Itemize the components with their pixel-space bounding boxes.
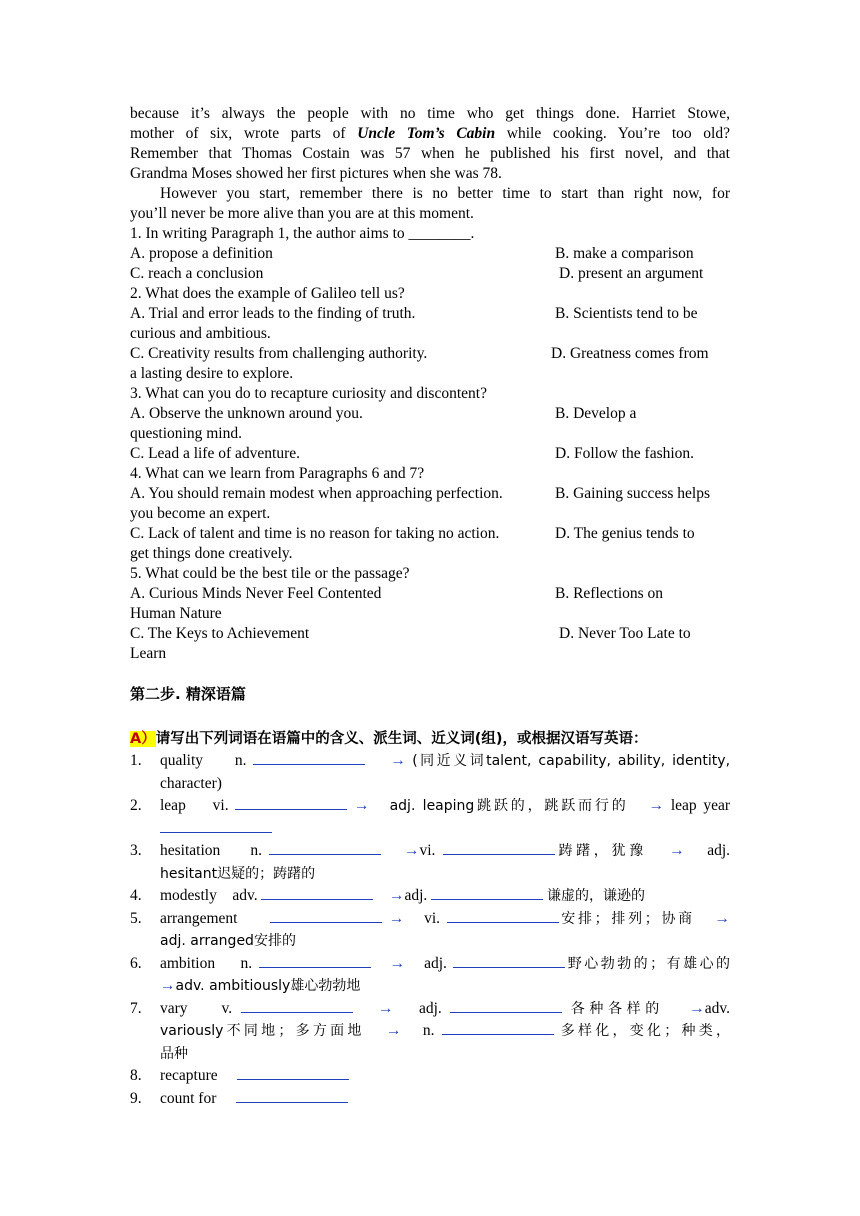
passage-line bbox=[130, 124, 730, 144]
vocab-item bbox=[130, 885, 730, 908]
option-a: A. Curious Minds Never Feel Contented bbox=[130, 585, 382, 602]
item-number: 1. bbox=[130, 752, 142, 769]
option-d: D. Follow the fashion. bbox=[555, 445, 695, 462]
option-c: C. Lack of talent and time is no reason for taking no action. bbox=[130, 525, 500, 542]
option-wrap: curious and ambitious. bbox=[130, 325, 271, 342]
step-heading: 第二步. 精深语篇 bbox=[130, 685, 246, 703]
pos: n. bbox=[240, 954, 253, 972]
derivative: adj. leaping跳跃的，跳跃而行的 bbox=[389, 798, 629, 814]
item-number: 5. bbox=[130, 909, 142, 927]
option-c: C. reach a conclusion bbox=[130, 265, 264, 282]
answer-blank[interactable] bbox=[236, 1088, 348, 1103]
item-number: 4. bbox=[130, 887, 142, 904]
answer-blank[interactable] bbox=[253, 750, 365, 765]
answer-blank[interactable] bbox=[235, 795, 347, 810]
item-number: 7. bbox=[130, 999, 142, 1017]
pos: adj. bbox=[424, 954, 447, 972]
arrow-icon: → bbox=[378, 999, 394, 1017]
meaning: 安排；排列；协商 bbox=[558, 910, 695, 927]
answer-blank[interactable] bbox=[269, 840, 381, 855]
option-c: C. Creativity results from challenging authority. bbox=[130, 345, 428, 362]
vocab-item bbox=[130, 908, 730, 931]
passage-line: Grandma Moses showed her first pictures when she was 78. bbox=[130, 165, 502, 182]
option-row bbox=[130, 344, 730, 364]
answer-blank[interactable] bbox=[241, 998, 353, 1013]
vocab-item-cont bbox=[130, 863, 730, 886]
arrow-icon: → bbox=[388, 887, 405, 904]
vocab-item-cont bbox=[130, 1043, 730, 1066]
vocab-item bbox=[130, 953, 730, 976]
vocab-item bbox=[130, 750, 730, 773]
question-stem: 1. In writing Paragraph 1, the author aims to ________. bbox=[130, 225, 475, 242]
option-row bbox=[130, 244, 730, 264]
pos: adv. bbox=[704, 999, 731, 1017]
answer-blank[interactable] bbox=[261, 885, 373, 900]
meaning: 野心勃勃的；有雄心的 bbox=[565, 955, 731, 972]
pos: adj. bbox=[419, 999, 442, 1017]
answer-blank[interactable] bbox=[450, 998, 562, 1013]
pos: adj. bbox=[707, 842, 731, 859]
option-d: D. present an argument bbox=[559, 265, 704, 282]
vocab-item-cont bbox=[130, 930, 730, 953]
synonyms: (同近义词talent, capability, ability, identity, bbox=[412, 753, 731, 769]
passage-line: However you start, remember there is no better time to start than right now, for bbox=[160, 185, 730, 202]
word: leap bbox=[160, 797, 186, 814]
vocab-item bbox=[130, 795, 730, 818]
option-d: D. Greatness comes from bbox=[551, 345, 709, 362]
option-wrap: Learn bbox=[130, 645, 167, 662]
passage-line: you’ll never be more alive than you are at this moment. bbox=[130, 205, 474, 222]
pos: adv. bbox=[232, 887, 258, 904]
arrow-icon: → bbox=[403, 842, 420, 859]
option-wrap: questioning mind. bbox=[130, 425, 242, 442]
derivative: hesitant迟疑的；踌躇的 bbox=[160, 865, 316, 882]
option-d: D. Never Too Late to bbox=[559, 625, 691, 642]
derivative: adj. arranged安排的 bbox=[160, 933, 296, 949]
vocab-item bbox=[130, 1088, 730, 1111]
arrow-icon: → bbox=[648, 797, 665, 814]
pos: n. bbox=[250, 842, 262, 859]
option-a: A. propose a definition bbox=[130, 245, 273, 262]
word: recapture bbox=[160, 1067, 218, 1084]
derivative: leap year bbox=[670, 797, 731, 814]
meaning: 谦虚的，谦逊的 bbox=[547, 888, 646, 904]
arrow-icon: → bbox=[689, 999, 705, 1017]
vocab-item-cont bbox=[130, 818, 730, 841]
vocab-item bbox=[130, 1065, 730, 1088]
vocab-item bbox=[130, 840, 730, 863]
answer-blank[interactable] bbox=[259, 953, 371, 968]
pos: v. bbox=[221, 999, 233, 1017]
meaning: 多样化，变化；种类， bbox=[560, 1023, 731, 1039]
item-number: 9. bbox=[130, 1089, 142, 1107]
arrow-icon: → bbox=[160, 977, 176, 994]
arrow-icon: → bbox=[389, 954, 406, 972]
question-stem: 5. What could be the best tile or the passage? bbox=[130, 565, 410, 582]
option-b: B. Gaining success helps bbox=[555, 485, 710, 502]
question-stem: 4. What can we learn from Paragraphs 6 and 7? bbox=[130, 465, 425, 482]
word: ambition bbox=[160, 954, 216, 972]
document-page bbox=[130, 104, 730, 1110]
meaning: 各种各样的 bbox=[570, 1000, 664, 1017]
arrow-icon: → bbox=[386, 1022, 402, 1039]
pos: vi. bbox=[424, 909, 441, 927]
option-wrap: get things done creatively. bbox=[130, 545, 293, 562]
passage-line: because it’s always the people with no time who get things done. Harriet Stowe, bbox=[130, 105, 730, 122]
arrow-icon: → bbox=[390, 752, 406, 769]
answer-blank[interactable] bbox=[442, 1020, 554, 1035]
answer-blank[interactable] bbox=[443, 840, 555, 855]
word: modestly bbox=[160, 887, 217, 904]
option-row bbox=[130, 524, 730, 544]
question-stem: 3. What can you do to recapture curiosity and discontent? bbox=[130, 385, 487, 402]
option-a: A. Trial and error leads to the finding of truth. bbox=[130, 305, 416, 322]
answer-blank[interactable] bbox=[431, 885, 543, 900]
vocab-item-cont bbox=[130, 975, 730, 998]
option-row bbox=[130, 404, 730, 424]
option-row bbox=[130, 584, 730, 604]
pos: vi. bbox=[419, 842, 436, 859]
question-stem: 2. What does the example of Galileo tell us? bbox=[130, 285, 405, 302]
option-a: A. You should remain modest when approaching perfection. bbox=[130, 485, 503, 502]
answer-blank[interactable] bbox=[447, 908, 559, 923]
arrow-icon: → bbox=[353, 797, 370, 814]
section-a-label: A） bbox=[130, 731, 156, 747]
word: vary bbox=[160, 999, 188, 1017]
word: hesitation bbox=[160, 842, 221, 859]
answer-blank[interactable] bbox=[270, 908, 382, 923]
section-a-instruction: 请写出下列词语在语篇中的含义、派生词、近义词(组)，或根据汉语写英语： bbox=[155, 731, 648, 747]
answer-blank[interactable] bbox=[237, 1065, 349, 1080]
option-row bbox=[130, 304, 730, 324]
pos: adj. bbox=[404, 887, 428, 904]
option-c: C. Lead a life of adventure. bbox=[130, 445, 300, 462]
vocab-item-cont bbox=[130, 1020, 730, 1043]
option-a: A. Observe the unknown around you. bbox=[130, 405, 363, 422]
option-row bbox=[130, 264, 730, 284]
passage-line: Remember that Thomas Costain was 57 when he published his first novel, and that bbox=[130, 145, 730, 162]
item-number: 6. bbox=[130, 954, 142, 972]
option-b: B. Scientists tend to be bbox=[555, 305, 698, 322]
option-wrap: a lasting desire to explore. bbox=[130, 365, 294, 382]
arrow-icon: → bbox=[669, 842, 685, 859]
option-d: D. The genius tends to bbox=[555, 525, 695, 542]
arrow-icon: → bbox=[388, 909, 405, 927]
book-title: Uncle Tom’s Cabin bbox=[357, 125, 496, 142]
meaning: 品种 bbox=[160, 1045, 188, 1062]
pos: n. bbox=[234, 752, 247, 769]
answer-blank[interactable] bbox=[453, 953, 565, 968]
arrow-icon: → bbox=[714, 909, 731, 927]
option-row bbox=[130, 484, 730, 504]
item-number: 8. bbox=[130, 1067, 142, 1084]
option-wrap: you become an expert. bbox=[130, 505, 271, 522]
option-b: B. Develop a bbox=[555, 405, 637, 422]
option-b: B. make a comparison bbox=[555, 245, 694, 262]
derivative: adv. ambitiously雄心勃勃地 bbox=[175, 978, 361, 994]
option-c: C. The Keys to Achievement bbox=[130, 625, 310, 642]
meaning: 踌躇，犹豫 bbox=[554, 843, 647, 859]
word: count for bbox=[160, 1089, 217, 1107]
item-number: 3. bbox=[130, 842, 142, 859]
pos: n. bbox=[422, 1022, 435, 1039]
option-row bbox=[130, 624, 730, 644]
item-number: 2. bbox=[130, 797, 142, 814]
pos: vi. bbox=[212, 797, 229, 814]
word: arrangement bbox=[160, 909, 238, 927]
passage-text: while cooking. You’re too old? bbox=[495, 125, 730, 142]
section-a-heading bbox=[130, 728, 730, 750]
word: quality bbox=[160, 752, 204, 769]
option-b: B. Reflections on bbox=[555, 585, 664, 602]
option-row bbox=[130, 444, 730, 464]
vocab-item bbox=[130, 998, 730, 1021]
derivative: variously不同地；多方面地 bbox=[160, 1023, 365, 1039]
option-wrap: Human Nature bbox=[130, 605, 222, 622]
answer-blank[interactable] bbox=[160, 818, 272, 833]
vocab-item-cont bbox=[130, 773, 730, 796]
passage-text: mother of six, wrote parts of bbox=[130, 125, 358, 142]
synonyms-cont: character) bbox=[160, 774, 222, 792]
